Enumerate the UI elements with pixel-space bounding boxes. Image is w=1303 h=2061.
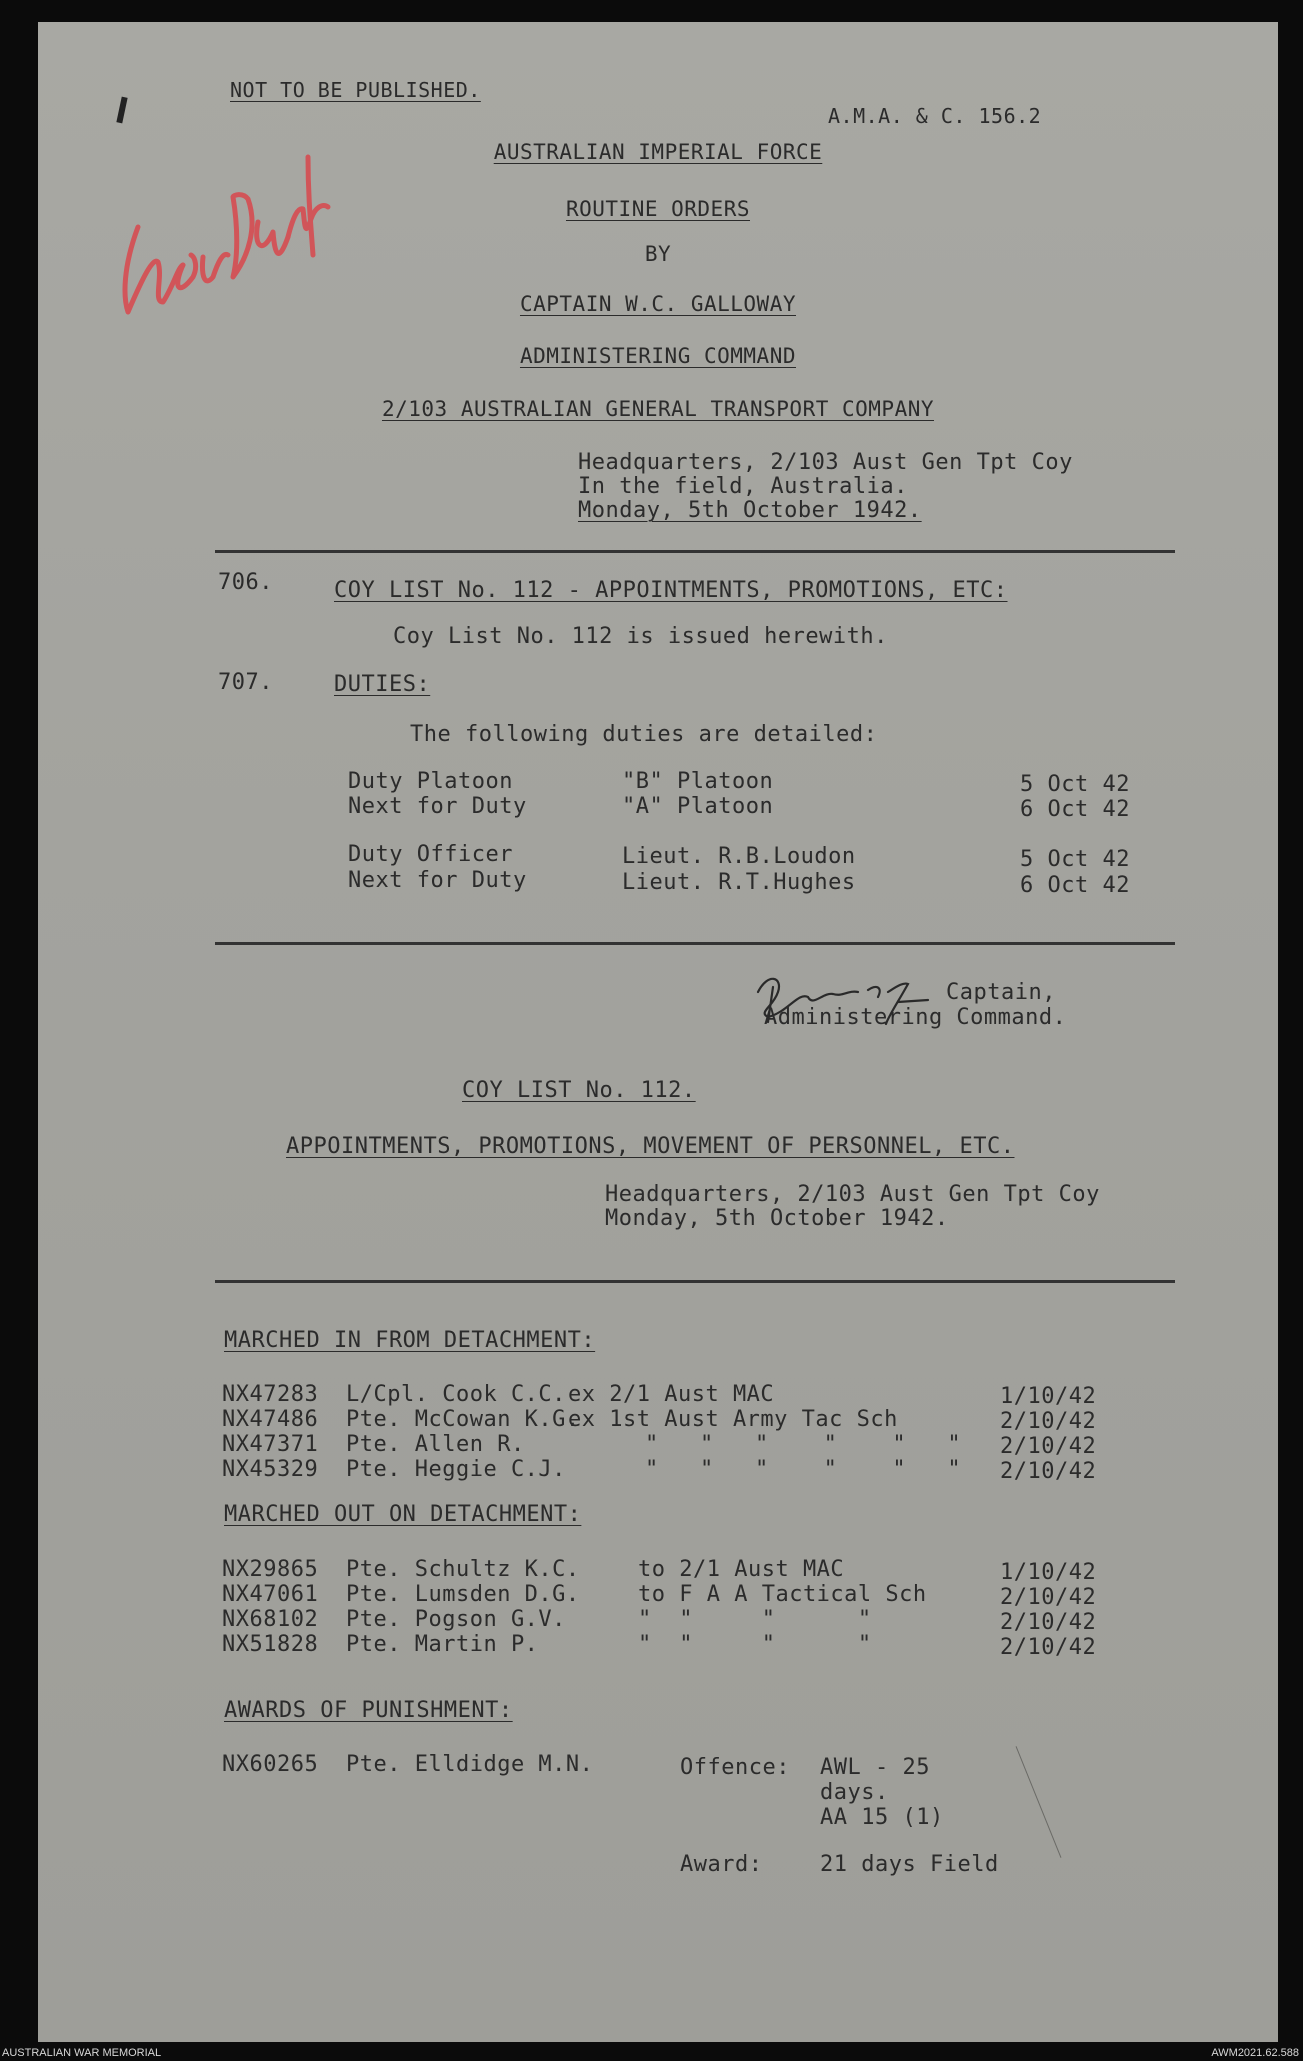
hq-line-2: In the field, Australia. <box>578 474 908 499</box>
personnel-name: Pte. Schultz K.C. <box>346 1557 580 1582</box>
duty-role: Next for Duty <box>348 794 527 819</box>
award-personnel-name: Pte. Elldidge M.N. <box>346 1752 594 1777</box>
personnel-number: NX47061 <box>222 1582 319 1607</box>
signature-appointment: Administering Command. <box>764 1005 1067 1030</box>
personnel-number: NX47486 <box>222 1407 319 1432</box>
coy-list-hq-2: Monday, 5th October 1942. <box>605 1206 949 1231</box>
movement-date: 2/10/42 <box>1000 1635 1097 1660</box>
movement-date: 2/10/42 <box>1000 1585 1097 1610</box>
personnel-name: Pte. Pogson G.V. <box>346 1607 566 1632</box>
personnel-number: NX47371 <box>222 1432 319 1457</box>
order-707-intro: The following duties are detailed: <box>410 722 878 747</box>
offence-label: Offence: <box>680 1755 790 1780</box>
duty-role: Duty Platoon <box>348 769 513 794</box>
signature-rank: Captain, <box>946 980 1056 1005</box>
personnel-name: Pte. Allen R. <box>346 1432 525 1457</box>
title-line-2: ROUTINE ORDERS <box>565 197 750 221</box>
order-706-heading: COY LIST No. 112 - APPOINTMENTS, PROMOTIONS, ETC: <box>334 578 1008 603</box>
footer-institution: AUSTRALIAN WAR MEMORIAL <box>2 2047 162 2059</box>
offence-line-3: AA 15 (1) <box>820 1805 944 1830</box>
award-label: Award: <box>680 1852 763 1877</box>
title-line-3: BY <box>644 242 672 266</box>
duty-assigned: Lieut. R.B.Loudon <box>622 844 856 869</box>
movement-date: 2/10/42 <box>1000 1459 1097 1484</box>
hq-line-3: Monday, 5th October 1942. <box>578 498 922 523</box>
coy-list-title: COY LIST No. 112. <box>462 1078 696 1103</box>
pencil-stroke <box>1016 1746 1062 1858</box>
movement-detail: " " " " <box>638 1607 872 1632</box>
personnel-number: NX47283 <box>222 1382 319 1407</box>
duty-date: 6 Oct 42 <box>1020 797 1130 822</box>
ink-mark <box>116 97 127 124</box>
title-line-1: AUSTRALIAN IMPERIAL FORCE <box>493 140 823 164</box>
restriction-label: NOT TO BE PUBLISHED. <box>230 78 481 102</box>
personnel-number: NX51828 <box>222 1632 319 1657</box>
duty-date: 5 Oct 42 <box>1020 847 1130 872</box>
duty-date: 5 Oct 42 <box>1020 772 1130 797</box>
personnel-number: NX68102 <box>222 1607 319 1632</box>
personnel-name: Pte. Heggie C.J. <box>346 1457 566 1482</box>
offence-line-2: days. <box>820 1780 889 1805</box>
personnel-name: Pte. McCowan K.G. <box>346 1407 580 1432</box>
personnel-number: NX45329 <box>222 1457 319 1482</box>
personnel-name: Pte. Martin P. <box>346 1632 539 1657</box>
awards-heading: AWARDS OF PUNISHMENT: <box>224 1698 513 1723</box>
order-707-number: 707. <box>218 670 273 695</box>
personnel-name: L/Cpl. Cook C.C. <box>346 1382 566 1407</box>
divider <box>215 942 1175 945</box>
movement-date: 2/10/42 <box>1000 1409 1097 1434</box>
movement-detail: " " " " " " <box>645 1432 962 1457</box>
divider <box>215 550 1175 553</box>
personnel-name: Pte. Lumsden D.G. <box>346 1582 580 1607</box>
movement-date: 1/10/42 <box>1000 1384 1097 1409</box>
reference-number: A.M.A. & C. 156.2 <box>828 104 1042 128</box>
duty-assigned: Lieut. R.T.Hughes <box>622 870 856 895</box>
coy-list-subtitle: APPOINTMENTS, PROMOTIONS, MOVEMENT OF PERSONNEL, ETC. <box>286 1134 1015 1159</box>
document-page <box>38 22 1278 2042</box>
movement-detail: " " " " <box>638 1632 872 1657</box>
movement-detail: to 2/1 Aust MAC <box>638 1557 845 1582</box>
marched-in-heading: MARCHED IN FROM DETACHMENT: <box>224 1328 596 1353</box>
award-value: 21 days Field <box>820 1852 999 1877</box>
title-line-6: 2/103 AUSTRALIAN GENERAL TRANSPORT COMPANY <box>381 397 934 421</box>
movement-detail: ex 2/1 Aust MAC <box>568 1382 775 1407</box>
movement-detail: to F A A Tactical Sch <box>638 1582 927 1607</box>
order-706-text: Coy List No. 112 is issued herewith. <box>393 624 888 649</box>
movement-date: 2/10/42 <box>1000 1434 1097 1459</box>
movement-date: 2/10/42 <box>1000 1610 1097 1635</box>
order-706-number: 706. <box>218 570 273 595</box>
footer-accession: AWM2021.62.588 <box>1211 2047 1299 2059</box>
title-line-4: CAPTAIN W.C. GALLOWAY <box>519 292 796 316</box>
duty-role: Duty Officer <box>348 842 513 867</box>
marched-out-heading: MARCHED OUT ON DETACHMENT: <box>224 1502 582 1527</box>
duty-date: 6 Oct 42 <box>1020 873 1130 898</box>
movement-detail: ex 1st Aust Army Tac Sch <box>568 1407 898 1432</box>
award-personnel-number: NX60265 <box>222 1752 319 1777</box>
duty-assigned: "B" Platoon <box>622 769 774 794</box>
coy-list-hq-1: Headquarters, 2/103 Aust Gen Tpt Coy <box>605 1182 1100 1207</box>
personnel-number: NX29865 <box>222 1557 319 1582</box>
order-707-heading: DUTIES: <box>334 672 431 697</box>
duty-assigned: "A" Platoon <box>622 794 774 819</box>
offence-line-1: AWL - 25 <box>820 1755 930 1780</box>
duty-role: Next for Duty <box>348 868 527 893</box>
movement-date: 1/10/42 <box>1000 1560 1097 1585</box>
movement-detail: " " " " " " <box>645 1457 962 1482</box>
hq-line-1: Headquarters, 2/103 Aust Gen Tpt Coy <box>578 450 1073 475</box>
divider <box>215 1280 1175 1283</box>
title-line-5: ADMINISTERING COMMAND <box>519 344 796 368</box>
